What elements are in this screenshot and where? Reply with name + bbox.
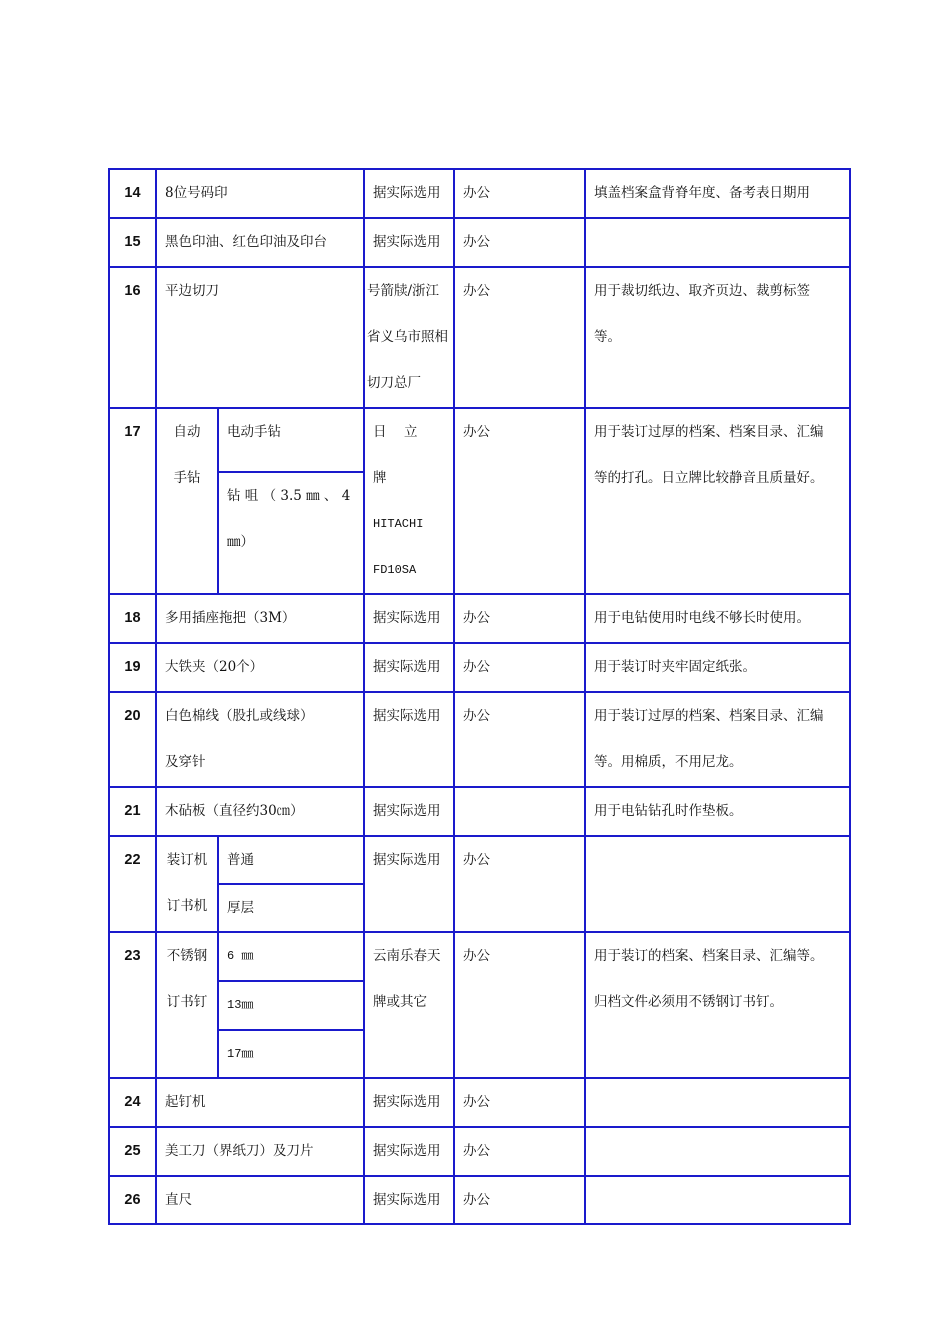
- spec-line: 日 立 牌: [373, 424, 435, 486]
- sub-item: 电动手钻: [218, 408, 364, 472]
- group-line: 订书机: [166, 898, 208, 914]
- spec-line: 牌或其它: [373, 994, 427, 1010]
- item-note: [585, 1127, 850, 1176]
- item-name: 起钉机: [156, 1078, 364, 1127]
- item-spec: 据实际选用: [364, 836, 454, 932]
- sub-item: 6 ㎜: [218, 932, 364, 981]
- spec-line: 号箭牍/浙江: [367, 283, 440, 299]
- group-line: 装订机: [166, 852, 208, 868]
- table-row: [109, 408, 850, 472]
- spec-line: 省义乌市照相: [367, 329, 448, 345]
- sub-item: 厚层: [218, 884, 364, 932]
- row-number: 24: [109, 1078, 156, 1127]
- item-name: 多用插座拖把（3M）: [156, 594, 364, 643]
- supplies-table: [108, 168, 851, 1225]
- item-name: 美工刀（界纸刀）及刀片: [156, 1127, 364, 1176]
- row-number: 22: [109, 836, 156, 932]
- group-line: 手钻: [173, 470, 201, 486]
- table-row: [109, 267, 850, 408]
- sub-item: 17㎜: [218, 1030, 364, 1078]
- item-note: 用于电钻使用时电线不够长时使用。: [585, 594, 850, 643]
- item-spec: 据实际选用: [364, 218, 454, 267]
- item-note: [585, 836, 850, 932]
- item-spec: [364, 267, 454, 408]
- row-number: 20: [109, 692, 156, 787]
- item-spec: 据实际选用: [364, 787, 454, 836]
- note-line: 等的打孔。日立牌比较静音且质量好。: [594, 470, 824, 486]
- item-name: 木砧板（直径约30㎝）: [156, 787, 364, 836]
- row-number: 15: [109, 218, 156, 267]
- item-use: 办公: [454, 836, 585, 932]
- sub-line: 钻 咀 （ 3.5 ㎜ 、 4: [227, 487, 351, 504]
- item-use: 办公: [454, 169, 585, 218]
- table-row: [109, 692, 850, 787]
- group-line: 不锈钢: [166, 948, 208, 964]
- item-use: 办公: [454, 932, 585, 1078]
- row-number: 26: [109, 1176, 156, 1224]
- table-row: [109, 787, 850, 836]
- item-name: 大铁夹（20个）: [156, 643, 364, 692]
- spec-line: HITACHI: [373, 517, 424, 531]
- spec-line: FD10SA: [373, 563, 417, 577]
- table-row: [109, 218, 850, 267]
- note-line: 用于装订过厚的档案、档案目录、汇编: [594, 424, 824, 440]
- item-spec: [364, 408, 454, 594]
- table-row: [109, 836, 850, 884]
- group-line: 自动: [173, 424, 201, 440]
- item-spec: 据实际选用: [364, 643, 454, 692]
- item-note: 用于电钻钻孔时作垫板。: [585, 787, 850, 836]
- item-use: [454, 787, 585, 836]
- note-line: 用于裁切纸边、取齐页边、裁剪标签: [594, 283, 810, 299]
- note-line: 归档文件必须用不锈钢订书钉。: [594, 994, 783, 1010]
- item-note: [585, 408, 850, 594]
- item-spec: 据实际选用: [364, 1176, 454, 1224]
- row-number: 25: [109, 1127, 156, 1176]
- row-number: 16: [109, 267, 156, 408]
- item-note: [585, 1078, 850, 1127]
- sub-item: 13㎜: [218, 981, 364, 1030]
- row-number: 18: [109, 594, 156, 643]
- item-spec: [364, 932, 454, 1078]
- item-use: 办公: [454, 218, 585, 267]
- item-name: 8位号码印: [156, 169, 364, 218]
- item-spec: 据实际选用: [364, 1078, 454, 1127]
- sub-item: 普通: [218, 836, 364, 884]
- item-name: 黑色印油、红色印油及印台: [156, 218, 364, 267]
- table-row: [109, 594, 850, 643]
- item-spec: 据实际选用: [364, 169, 454, 218]
- item-use: 办公: [454, 1176, 585, 1224]
- item-use: 办公: [454, 267, 585, 408]
- item-group: [156, 836, 218, 932]
- item-note: 填盖档案盒背脊年度、备考表日期用: [585, 169, 850, 218]
- row-number: 14: [109, 169, 156, 218]
- spec-line: 云南乐春天: [373, 948, 441, 964]
- item-note: [585, 218, 850, 267]
- item-spec: 据实际选用: [364, 692, 454, 787]
- item-use: 办公: [454, 1127, 585, 1176]
- group-line: 订书钉: [166, 994, 208, 1010]
- note-line: 等。用棉质，不用尼龙。: [594, 754, 743, 770]
- table-row: [109, 169, 850, 218]
- item-note: 用于装订时夹牢固定纸张。: [585, 643, 850, 692]
- item-spec: 据实际选用: [364, 1127, 454, 1176]
- name-line: 白色棉线（股扎或线球）: [165, 708, 314, 724]
- spec-line: 切刀总厂: [367, 375, 421, 391]
- name-line: 及穿针: [165, 754, 206, 770]
- item-use: 办公: [454, 643, 585, 692]
- note-line: 等。: [594, 329, 621, 345]
- row-number: 21: [109, 787, 156, 836]
- row-number: 23: [109, 932, 156, 1078]
- item-name: 平边切刀: [156, 267, 364, 408]
- item-name: [156, 692, 364, 787]
- item-use: 办公: [454, 1078, 585, 1127]
- item-group: [156, 932, 218, 1078]
- table-row: [109, 1127, 850, 1176]
- sub-item: [218, 472, 364, 594]
- item-name: 直尺: [156, 1176, 364, 1224]
- table-row: [109, 932, 850, 981]
- row-number: 19: [109, 643, 156, 692]
- row-number: 17: [109, 408, 156, 594]
- item-use: 办公: [454, 594, 585, 643]
- item-note: [585, 932, 850, 1078]
- table-row: [109, 1176, 850, 1224]
- item-use: 办公: [454, 692, 585, 787]
- item-spec: 据实际选用: [364, 594, 454, 643]
- sub-line: ㎜）: [227, 533, 254, 550]
- item-note: [585, 1176, 850, 1224]
- item-note: [585, 692, 850, 787]
- item-use: 办公: [454, 408, 585, 594]
- note-line: 用于装订的档案、档案目录、汇编等。: [594, 948, 824, 964]
- table-row: [109, 1078, 850, 1127]
- table-row: [109, 643, 850, 692]
- item-group: [156, 408, 218, 594]
- item-note: [585, 267, 850, 408]
- note-line: 用于装订过厚的档案、档案目录、汇编: [594, 708, 824, 724]
